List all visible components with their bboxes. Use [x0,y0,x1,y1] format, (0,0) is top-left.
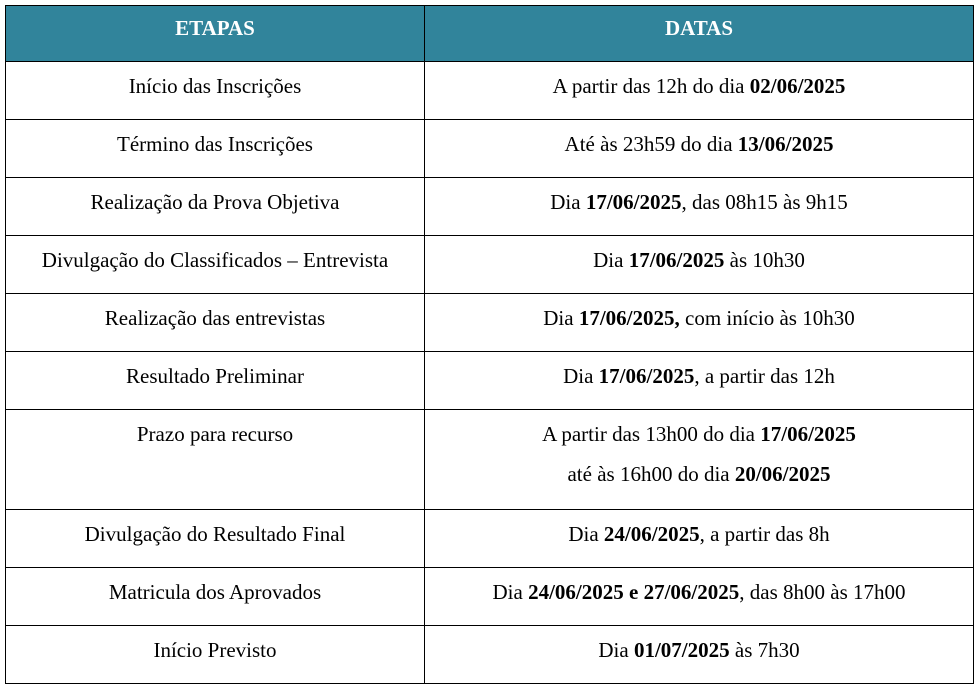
date-bold-text: 17/06/2025, [578,306,680,330]
etapa-cell [6,120,425,178]
data-line [425,74,973,98]
date-bold-text: 24/06/2025 [603,522,700,546]
etapa-text: Resultado Preliminar [126,364,304,388]
table-row [6,294,974,352]
etapa-cell [6,236,425,294]
data-cell [425,568,974,626]
etapa-text: Início Previsto [153,638,277,662]
table-row [6,568,974,626]
data-line [425,638,973,662]
date-text: , das 8h00 às 17h00 [739,580,906,604]
date-bold-text: 24/06/2025 e 27/06/2025 [528,580,740,604]
table-row [6,626,974,684]
date-bold-text: 20/06/2025 [734,462,831,486]
data-line [425,580,973,604]
etapa-cell [6,294,425,352]
table-row [6,178,974,236]
date-text: Até às 23h59 do dia [564,132,738,156]
etapa-text: Divulgação do Classificados – Entrevista [41,248,389,272]
header-etapas: ETAPAS [6,6,425,62]
date-text: , a partir das 12h [694,364,835,388]
etapa-text: Realização das entrevistas [104,306,326,330]
etapa-text: Término das Inscrições [117,132,313,156]
etapa-cell [6,410,425,510]
date-text: Dia [550,190,586,214]
etapa-cell [6,62,425,120]
schedule-table [5,5,974,684]
date-text: Dia [543,306,579,330]
etapa-cell [6,626,425,684]
header-datas: DATAS [425,6,974,62]
date-text: , a partir das 8h [699,522,830,546]
data-cell [425,62,974,120]
date-bold-text: 13/06/2025 [737,132,834,156]
date-bold-text: 17/06/2025 [628,248,725,272]
data-line [425,422,973,446]
etapa-cell [6,568,425,626]
date-bold-text: 17/06/2025 [760,422,856,446]
data-cell [425,294,974,352]
data-line [425,248,973,272]
data-cell [425,626,974,684]
table-row [6,120,974,178]
date-text: A partir das 12h do dia [552,74,750,98]
date-bold-text: 02/06/2025 [749,74,846,98]
data-cell [425,352,974,410]
date-text: às 7h30 [729,638,800,662]
table-row [6,352,974,410]
data-cell [425,178,974,236]
etapa-text: Divulgação do Resultado Final [84,522,346,546]
data-line [425,190,973,214]
date-bold-text: 01/07/2025 [633,638,730,662]
date-text: Dia [492,580,529,604]
date-text: até às 16h00 do dia [567,462,735,486]
date-text: Dia [563,364,599,388]
table-row [6,62,974,120]
etapa-cell [6,352,425,410]
date-text: Dia [593,248,629,272]
etapa-text: Matricula dos Aprovados [108,580,322,604]
data-line [425,364,973,388]
date-text: às 10h30 [724,248,805,272]
table-row [6,510,974,568]
data-line [425,462,973,486]
etapa-text: Início das Inscrições [128,74,302,98]
data-line [425,306,973,330]
date-text: Dia [598,638,634,662]
etapa-text: Prazo para recurso [136,422,294,446]
date-bold-text: 17/06/2025 [598,364,695,388]
data-cell [425,120,974,178]
data-line [425,132,973,156]
data-cell [425,510,974,568]
data-cell [425,410,974,510]
table-header-row [6,6,974,62]
date-text: A partir das 13h00 do dia [542,422,761,446]
date-text: com início às 10h30 [679,306,855,330]
date-text: , das 08h15 às 9h15 [681,190,848,214]
etapa-text: Realização da Prova Objetiva [90,190,340,214]
data-cell [425,236,974,294]
etapa-cell [6,178,425,236]
table-row [6,236,974,294]
etapa-cell [6,510,425,568]
table-row [6,410,974,510]
date-text: Dia [568,522,604,546]
data-line [425,522,973,546]
table-body [6,62,974,684]
date-bold-text: 17/06/2025 [585,190,682,214]
